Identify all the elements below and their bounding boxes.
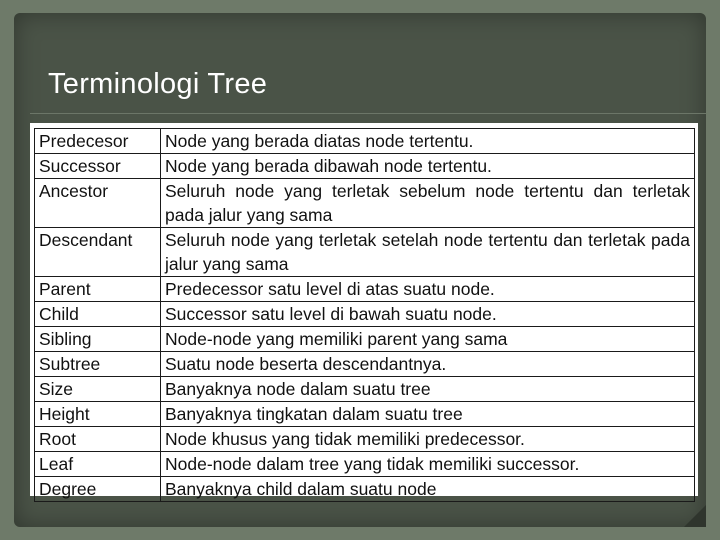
definition-cell: Node khusus yang tidak memiliki predecessor. bbox=[161, 427, 695, 452]
title-divider bbox=[30, 113, 706, 114]
definition-cell: Node yang berada diatas node tertentu. bbox=[161, 129, 695, 154]
table-row bbox=[35, 402, 695, 427]
table-row bbox=[35, 277, 695, 302]
table-row bbox=[35, 129, 695, 154]
definition-cell: Suatu node beserta descendantnya. bbox=[161, 352, 695, 377]
table-row bbox=[35, 179, 695, 228]
term-cell: Child bbox=[35, 302, 161, 327]
term-cell: Parent bbox=[35, 277, 161, 302]
table-row bbox=[35, 377, 695, 402]
terminology-table bbox=[34, 128, 695, 502]
slide-title: Terminologi Tree bbox=[48, 68, 268, 100]
term-cell: Size bbox=[35, 377, 161, 402]
definition-cell: Seluruh node yang terletak setelah node tertentu dan terletak pada jalur yang sama bbox=[161, 228, 695, 277]
term-cell: Subtree bbox=[35, 352, 161, 377]
term-cell: Ancestor bbox=[35, 179, 161, 228]
page-curl-decoration bbox=[684, 505, 706, 527]
term-cell: Successor bbox=[35, 154, 161, 179]
definition-cell: Banyaknya child dalam suatu node bbox=[161, 477, 695, 502]
definition-cell: Node-node dalam tree yang tidak memiliki successor. bbox=[161, 452, 695, 477]
table-row bbox=[35, 427, 695, 452]
definition-cell: Banyaknya tingkatan dalam suatu tree bbox=[161, 402, 695, 427]
term-cell: Sibling bbox=[35, 327, 161, 352]
definition-cell: Banyaknya node dalam suatu tree bbox=[161, 377, 695, 402]
term-cell: Root bbox=[35, 427, 161, 452]
definition-cell: Node yang berada dibawah node tertentu. bbox=[161, 154, 695, 179]
table-row bbox=[35, 302, 695, 327]
term-cell: Degree bbox=[35, 477, 161, 502]
definition-cell: Predecessor satu level di atas suatu node. bbox=[161, 277, 695, 302]
term-cell: Descendant bbox=[35, 228, 161, 277]
definition-cell: Successor satu level di bawah suatu node. bbox=[161, 302, 695, 327]
table-row bbox=[35, 452, 695, 477]
term-cell: Height bbox=[35, 402, 161, 427]
table-row bbox=[35, 327, 695, 352]
table-row bbox=[35, 352, 695, 377]
definition-cell: Seluruh node yang terletak sebelum node tertentu dan terletak pada jalur yang sama bbox=[161, 179, 695, 228]
table-row bbox=[35, 228, 695, 277]
terminology-table-container bbox=[30, 123, 698, 499]
term-cell: Predecesor bbox=[35, 129, 161, 154]
table-row bbox=[35, 477, 695, 502]
table-row bbox=[35, 154, 695, 179]
term-cell: Leaf bbox=[35, 452, 161, 477]
definition-cell: Node-node yang memiliki parent yang sama bbox=[161, 327, 695, 352]
